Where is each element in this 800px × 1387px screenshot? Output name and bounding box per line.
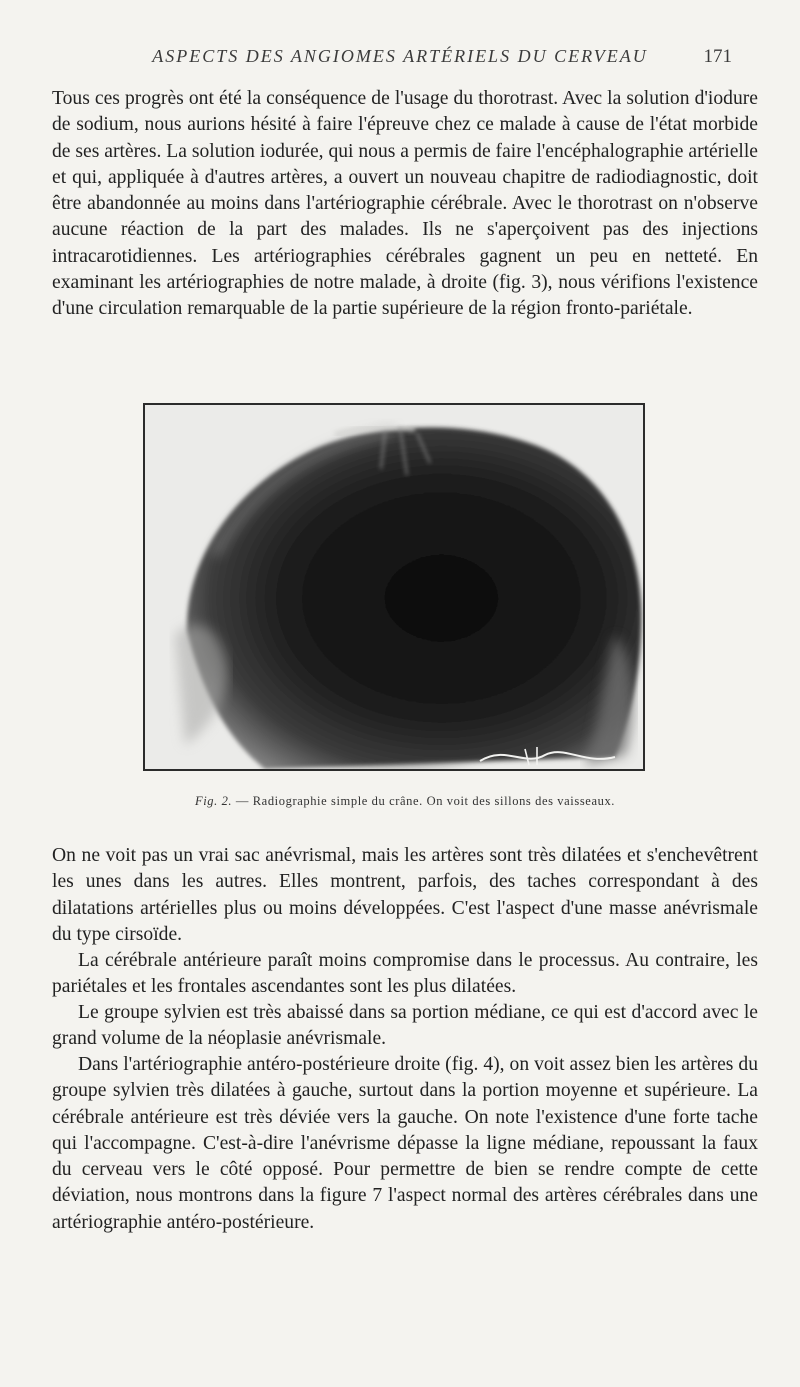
running-head: [0, 46, 800, 74]
paragraph-3: La cérébrale antérieure paraît moins compromise dans le processus. Au contraire, les pariétales et les frontales ascendantes sont les plus dilatées.: [52, 950, 758, 998]
running-title: ASPECTS DES ANGIOMES ARTÉRIELS DU CERVEAU: [152, 46, 648, 66]
paragraph-1: Tous ces progrès ont été la conséquence de l'usage du thorotrast. Avec la solution d'iodure de sodium, nous aurions hésité à faire l'épreuve chez ce malade à cause de l'état morbide de ses artères. La solution iodurée, qui nous a permis de faire l'encéphalographie artérielle et qui, appliquée à d'autres artères, a ouvert un nouveau chapitre de radiodiagnostic, doit être abandonnée au moins dans l'artériographie cérébrale. Avec le thorotrast on n'observe aucune réaction de la part des malades. Ils ne s'aperçoivent pas des injections intracarotidiennes. Les artériographies cérébrales gagnent un peu en netteté. En examinant les artériographies de notre malade, à droite (fig. 3), nous vérifions l'existence d'une circulation remarquable de la partie supérieure de la région fronto-pariétale.: [52, 88, 758, 320]
skull-radiograph-figure: [143, 403, 645, 771]
skull-radiograph-image: [145, 405, 643, 769]
paragraph-4: Le groupe sylvien est très abaissé dans sa portion médiane, ce qui est d'accord avec le grand volume de la néoplasie anévrismale.: [52, 1002, 758, 1050]
page-number: 171: [703, 46, 732, 67]
figure-caption: [52, 794, 758, 809]
figure-label: Fig. 2.: [194, 794, 233, 808]
caption-dash: —: [235, 794, 249, 808]
paragraph-2: On ne voit pas un vrai sac anévrismal, mais les artères sont très dilatées et s'enchevêtrent les unes dans les autres. Elles montrent, parfois, des taches correspondant à des dilatations artérielles plus ou moins développées. C'est l'aspect d'une masse anévrismale du type cirsoïde.: [52, 845, 758, 945]
paragraph-5: Dans l'artériographie antéro-postérieure droite (fig. 4), on voit assez bien les artères du groupe sylvien très dilatées à gauche, surtout dans la portion moyenne et supérieure. La cérébrale antérieure est très déviée vers la gauche. On note l'existence d'une forte tache qui l'accompagne. C'est-à-dire l'anévrisme dépasse la ligne médiane, repoussant la faux du cerveau vers le côté opposé. Pour permettre de bien se rendre compte de cette déviation, nous montrons dans la figure 7 l'aspect normal des artères cérébrales dans une artériographie antéro-postérieure.: [52, 1054, 758, 1233]
caption-text: Radiographie simple du crâne. On voit des sillons des vaisseaux.: [252, 794, 616, 808]
